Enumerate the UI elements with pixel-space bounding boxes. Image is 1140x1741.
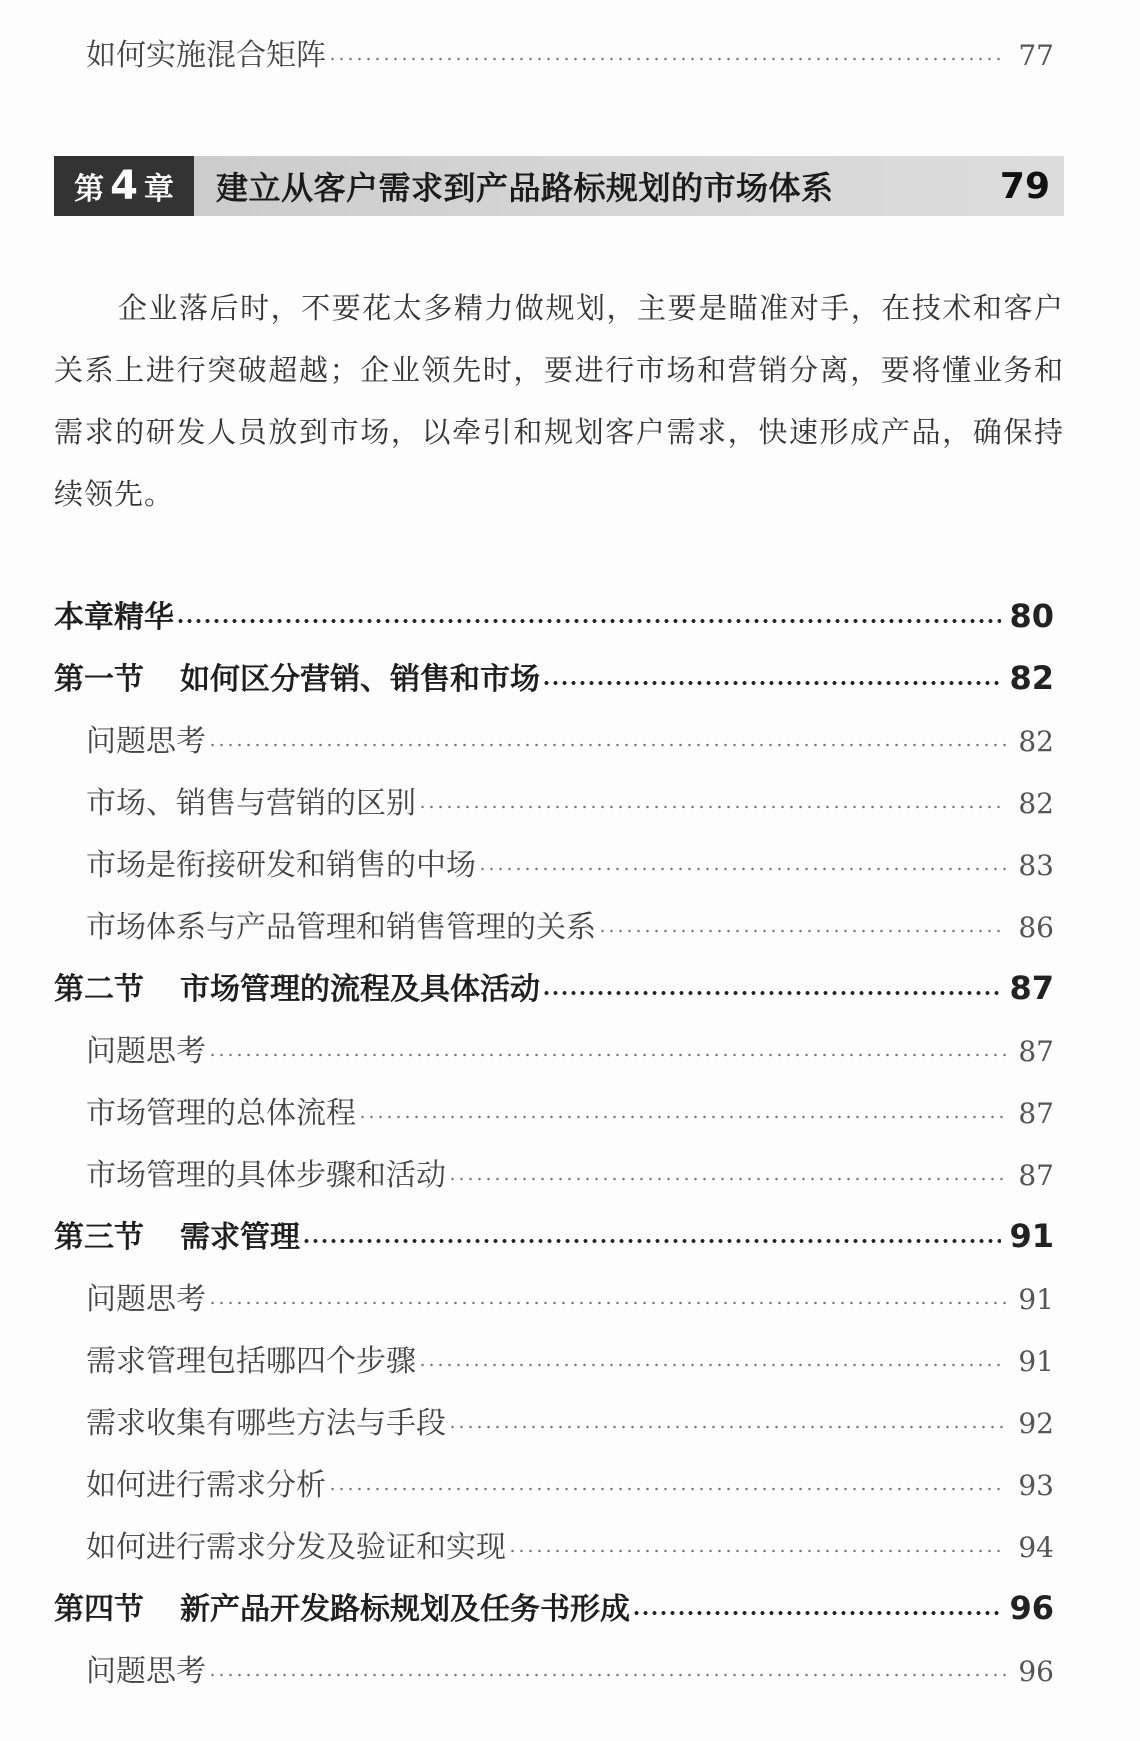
dot-leader [448, 1172, 1006, 1186]
chapter-tag-suffix: 章 [143, 172, 174, 207]
toc-section-label: 如何区分营销、销售和市场 [180, 662, 540, 697]
dot-leader [302, 1234, 1001, 1248]
toc-entry[interactable] [54, 1646, 1054, 1690]
toc-entry[interactable] [54, 1150, 1054, 1194]
toc-entry-label: 如何进行需求分析 [86, 1468, 326, 1503]
toc-entry-page: 87 [1018, 1035, 1054, 1068]
toc-entry-top[interactable] [54, 30, 1054, 74]
toc-entry[interactable] [54, 778, 1054, 822]
toc-section-label: 本章精华 [54, 600, 174, 635]
toc-entry-page: 83 [1018, 849, 1054, 882]
toc-entry[interactable] [54, 1584, 1054, 1628]
toc-entry[interactable] [54, 964, 1054, 1008]
toc-entry[interactable] [54, 1336, 1054, 1380]
toc-entry-label: 市场、销售与营销的区别 [86, 786, 416, 821]
dot-leader [632, 1606, 1001, 1620]
toc-section-label: 需求管理 [180, 1220, 300, 1255]
toc-entry-page: 80 [1009, 597, 1054, 635]
toc-entry-page: 77 [1018, 39, 1054, 72]
dot-leader [418, 800, 1006, 814]
toc-entry[interactable] [54, 1026, 1054, 1070]
toc-section-number: 第二节 [54, 972, 144, 1007]
toc-entry-page: 82 [1009, 659, 1054, 697]
chapter-banner[interactable] [54, 156, 1064, 216]
toc-entry-label: 问题思考 [86, 1654, 206, 1689]
dot-leader [208, 1048, 1006, 1062]
toc-entry-page: 91 [1009, 1217, 1054, 1255]
dot-leader [448, 1420, 1006, 1434]
toc-entry[interactable] [54, 840, 1054, 884]
toc-entry-page: 82 [1018, 725, 1054, 758]
toc-entry[interactable] [54, 716, 1054, 760]
dot-leader [418, 1358, 1006, 1372]
dot-leader [508, 1544, 1006, 1558]
toc-entry-label: 如何进行需求分发及验证和实现 [86, 1530, 506, 1565]
toc-entry-label: 问题思考 [86, 724, 206, 759]
toc-entry-page: 94 [1018, 1531, 1054, 1564]
toc-entry[interactable] [54, 654, 1054, 698]
toc-entry-label: 需求收集有哪些方法与手段 [86, 1406, 446, 1441]
toc-entry-label: 问题思考 [86, 1034, 206, 1069]
dot-leader [542, 676, 1001, 690]
toc-entry-page: 91 [1018, 1345, 1054, 1378]
toc-entry[interactable] [54, 1274, 1054, 1318]
toc-entry-label [54, 964, 540, 1008]
dot-leader [208, 738, 1006, 752]
chapter-title: 建立从客户需求到产品路标规划的市场体系 [216, 169, 834, 207]
toc-entry-label: 市场体系与产品管理和销售管理的关系 [86, 910, 596, 945]
chapter-tag [54, 156, 194, 216]
chapter-page-number: 79 [999, 165, 1050, 207]
toc-entry-label: 市场管理的总体流程 [86, 1096, 356, 1131]
toc-entry[interactable] [54, 1088, 1054, 1132]
toc-section-label: 新产品开发路标规划及任务书形成 [180, 1592, 630, 1627]
dot-leader [176, 614, 1001, 628]
dot-leader [358, 1110, 1006, 1124]
toc-entry[interactable] [54, 902, 1054, 946]
toc-section-number: 第四节 [54, 1592, 144, 1627]
toc-entry[interactable] [54, 1212, 1054, 1256]
toc-section-number: 第一节 [54, 662, 144, 697]
toc-entry-page: 91 [1018, 1283, 1054, 1316]
chapter-tag-prefix: 第 [74, 172, 105, 207]
toc-entry[interactable] [54, 1460, 1054, 1504]
chapter-number: 4 [110, 163, 138, 209]
toc-entry-page: 92 [1018, 1407, 1054, 1440]
dot-leader [478, 862, 1006, 876]
dot-leader [208, 1668, 1006, 1682]
toc-entry-page: 96 [1009, 1589, 1054, 1627]
toc-entry[interactable] [54, 592, 1054, 636]
toc-entry-label [54, 1584, 630, 1628]
chapter-intro: 企业落后时，不要花太多精力做规划，主要是瞄准对手，在技术和客户关系上进行突破超越；企业领先时，要进行市场和营销分离，要将懂业务和需求的研发人员放到市场，以牵引和规划客户需求，快速形成产品，确保持续领先。 [54, 291, 1064, 511]
toc-entry-label [54, 654, 540, 698]
toc-entry-page: 93 [1018, 1469, 1054, 1502]
toc-entry-page: 82 [1018, 787, 1054, 820]
toc-entry-label: 市场是衔接研发和销售的中场 [86, 848, 476, 883]
toc-entry-page: 87 [1018, 1097, 1054, 1130]
toc-entry-label [54, 592, 174, 636]
toc-entry-label: 市场管理的具体步骤和活动 [86, 1158, 446, 1193]
toc-entry-label [54, 1212, 300, 1256]
toc-entry-label: 问题思考 [86, 1282, 206, 1317]
dot-leader [542, 986, 1001, 1000]
dot-leader [328, 52, 1006, 66]
dot-leader [208, 1296, 1006, 1310]
dot-leader [598, 924, 1006, 938]
toc-entry-page: 87 [1009, 969, 1054, 1007]
dot-leader [328, 1482, 1006, 1496]
toc-section-label: 市场管理的流程及具体活动 [180, 972, 540, 1007]
toc-entry-page: 86 [1018, 911, 1054, 944]
toc-section-number: 第三节 [54, 1220, 144, 1255]
toc-entry-label: 需求管理包括哪四个步骤 [86, 1344, 416, 1379]
toc-entry-label: 如何实施混合矩阵 [86, 38, 326, 73]
toc-entry-page: 96 [1018, 1655, 1054, 1688]
toc-entry[interactable] [54, 1398, 1054, 1442]
toc-entry[interactable] [54, 1522, 1054, 1566]
toc-entry-page: 87 [1018, 1159, 1054, 1192]
